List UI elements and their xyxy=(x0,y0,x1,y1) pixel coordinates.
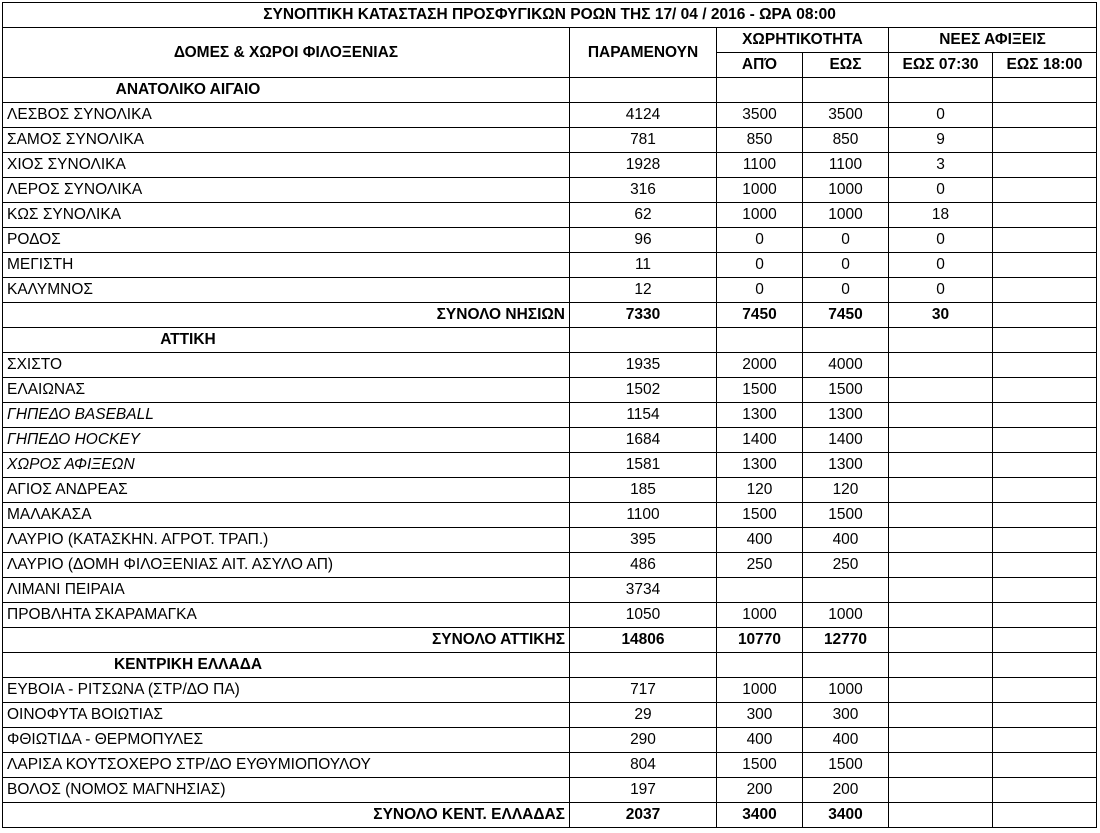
arrivals-0730-cell xyxy=(889,678,993,703)
capacity-to-cell: 1300 xyxy=(803,453,889,478)
facility-name: ΠΡΟΒΛΗΤΑ ΣΚΑΡΑΜΑΓΚΑ xyxy=(3,603,570,628)
header-arrivals-until-1800: ΕΩΣ 18:00 xyxy=(993,53,1097,78)
facility-name: ΛΑΥΡΙΟ (ΚΑΤΑΣΚΗΝ. ΑΓΡΟΤ. ΤΡΑΠ.) xyxy=(3,528,570,553)
arrivals-0730-cell xyxy=(889,728,993,753)
remaining-cell: 7330 xyxy=(570,303,717,328)
capacity-from-cell: 1100 xyxy=(717,153,803,178)
remaining-cell: 62 xyxy=(570,203,717,228)
arrivals-1800-cell xyxy=(993,303,1097,328)
arrivals-1800-cell xyxy=(993,753,1097,778)
remaining-cell: 717 xyxy=(570,678,717,703)
arrivals-1800-cell xyxy=(993,678,1097,703)
facility-name: ΦΘΙΩΤΙΔΑ - ΘΕΡΜΟΠΥΛΕΣ xyxy=(3,728,570,753)
table-row xyxy=(3,103,1097,128)
capacity-to-cell: 4000 xyxy=(803,353,889,378)
arrivals-1800-cell xyxy=(993,253,1097,278)
arrivals-0730-cell: 0 xyxy=(889,253,993,278)
table-row xyxy=(3,578,1097,603)
capacity-to-cell: 3500 xyxy=(803,103,889,128)
arrivals-0730-cell: 0 xyxy=(889,103,993,128)
table-row xyxy=(3,703,1097,728)
capacity-to-cell: 300 xyxy=(803,703,889,728)
arrivals-0730-cell xyxy=(889,753,993,778)
capacity-to-cell xyxy=(803,578,889,603)
arrivals-1800-cell xyxy=(993,578,1097,603)
title-row xyxy=(3,3,1097,28)
arrivals-0730-cell: 9 xyxy=(889,128,993,153)
arrivals-0730-cell xyxy=(889,478,993,503)
capacity-to-cell: 3400 xyxy=(803,803,889,828)
remaining-cell: 781 xyxy=(570,128,717,153)
remaining-cell: 486 xyxy=(570,553,717,578)
capacity-to-cell: 0 xyxy=(803,278,889,303)
arrivals-1800-cell xyxy=(993,278,1097,303)
total-label: ΣΥΝΟΛΟ ΑΤΤΙΚΗΣ xyxy=(3,628,570,653)
table-row xyxy=(3,228,1097,253)
capacity-to-cell: 1500 xyxy=(803,503,889,528)
empty-cell xyxy=(803,78,889,103)
capacity-to-cell: 0 xyxy=(803,228,889,253)
total-row xyxy=(3,628,1097,653)
capacity-to-cell: 400 xyxy=(803,528,889,553)
empty-cell xyxy=(717,78,803,103)
header-row-1 xyxy=(3,28,1097,53)
arrivals-0730-cell xyxy=(889,503,993,528)
header-capacity: ΧΩΡΗΤΙΚΟΤΗΤΑ xyxy=(717,28,889,53)
arrivals-1800-cell xyxy=(993,203,1097,228)
total-row xyxy=(3,803,1097,828)
header-capacity-to: ΕΩΣ xyxy=(803,53,889,78)
remaining-cell: 316 xyxy=(570,178,717,203)
table-row xyxy=(3,428,1097,453)
arrivals-1800-cell xyxy=(993,153,1097,178)
capacity-from-cell: 7450 xyxy=(717,303,803,328)
capacity-to-cell: 1400 xyxy=(803,428,889,453)
header-remaining: ΠΑΡΑΜΕΝΟΥΝ xyxy=(570,28,717,78)
table-row xyxy=(3,678,1097,703)
arrivals-0730-cell xyxy=(889,553,993,578)
remaining-cell: 1928 xyxy=(570,153,717,178)
facility-name: ΛΙΜΑΝΙ ΠΕΙΡΑΙΑ xyxy=(3,578,570,603)
remaining-cell: 4124 xyxy=(570,103,717,128)
arrivals-0730-cell: 0 xyxy=(889,228,993,253)
table-row xyxy=(3,753,1097,778)
arrivals-1800-cell xyxy=(993,603,1097,628)
capacity-from-cell: 0 xyxy=(717,253,803,278)
facility-name: ΜΕΓΙΣΤΗ xyxy=(3,253,570,278)
capacity-from-cell: 120 xyxy=(717,478,803,503)
section-label xyxy=(3,328,570,353)
arrivals-0730-cell xyxy=(889,453,993,478)
table-row xyxy=(3,128,1097,153)
capacity-from-cell: 1500 xyxy=(717,378,803,403)
facility-name: ΕΛΑΙΩΝΑΣ xyxy=(3,378,570,403)
table-row xyxy=(3,178,1097,203)
remaining-cell: 2037 xyxy=(570,803,717,828)
arrivals-1800-cell xyxy=(993,403,1097,428)
capacity-to-cell: 1000 xyxy=(803,203,889,228)
arrivals-1800-cell xyxy=(993,378,1097,403)
capacity-to-cell: 7450 xyxy=(803,303,889,328)
table-row xyxy=(3,353,1097,378)
header-new-arrivals: ΝΕΕΣ ΑΦΙΞΕΙΣ xyxy=(889,28,1097,53)
section-row xyxy=(3,653,1097,678)
facility-name: ΚΩΣ ΣΥΝΟΛΙΚΑ xyxy=(3,203,570,228)
remaining-cell: 804 xyxy=(570,753,717,778)
facility-name: ΚΑΛΥΜΝΟΣ xyxy=(3,278,570,303)
table-row xyxy=(3,503,1097,528)
capacity-from-cell: 400 xyxy=(717,728,803,753)
capacity-to-cell: 0 xyxy=(803,253,889,278)
arrivals-0730-cell xyxy=(889,403,993,428)
arrivals-0730-cell xyxy=(889,703,993,728)
arrivals-0730-cell: 30 xyxy=(889,303,993,328)
remaining-cell: 1100 xyxy=(570,503,717,528)
remaining-cell: 185 xyxy=(570,478,717,503)
header-capacity-from: ΑΠΌ xyxy=(717,53,803,78)
table-row xyxy=(3,253,1097,278)
capacity-to-cell: 1500 xyxy=(803,378,889,403)
facility-name: ΓΗΠΕΔΟ BASEBALL xyxy=(3,403,570,428)
remaining-cell: 3734 xyxy=(570,578,717,603)
facility-name: ΛΕΣΒΟΣ ΣΥΝΟΛΙΚΑ xyxy=(3,103,570,128)
capacity-to-cell: 1300 xyxy=(803,403,889,428)
capacity-from-cell: 1500 xyxy=(717,753,803,778)
table-row xyxy=(3,453,1097,478)
table-body xyxy=(3,78,1097,828)
capacity-from-cell: 1000 xyxy=(717,203,803,228)
capacity-from-cell: 850 xyxy=(717,128,803,153)
facility-name: ΧΩΡΟΣ ΑΦΙΞΕΩΝ xyxy=(3,453,570,478)
total-label: ΣΥΝΟΛΟ ΚΕΝΤ. ΕΛΛΑΔΑΣ xyxy=(3,803,570,828)
arrivals-1800-cell xyxy=(993,728,1097,753)
arrivals-1800-cell xyxy=(993,778,1097,803)
arrivals-0730-cell xyxy=(889,353,993,378)
remaining-cell: 12 xyxy=(570,278,717,303)
arrivals-1800-cell xyxy=(993,228,1097,253)
table-row xyxy=(3,728,1097,753)
empty-cell xyxy=(717,328,803,353)
empty-cell xyxy=(803,328,889,353)
header-facilities: ΔΟΜΕΣ & ΧΩΡΟΙ ΦΙΛΟΞΕΝΙΑΣ xyxy=(3,28,570,78)
capacity-to-cell: 200 xyxy=(803,778,889,803)
table-row xyxy=(3,778,1097,803)
empty-cell xyxy=(993,78,1097,103)
arrivals-1800-cell xyxy=(993,353,1097,378)
empty-cell xyxy=(570,653,717,678)
capacity-from-cell: 1300 xyxy=(717,453,803,478)
empty-cell xyxy=(889,328,993,353)
table-row xyxy=(3,553,1097,578)
arrivals-0730-cell: 3 xyxy=(889,153,993,178)
facility-name: ΟΙΝΟΦΥΤΑ ΒΟΙΩΤΙΑΣ xyxy=(3,703,570,728)
remaining-cell: 1154 xyxy=(570,403,717,428)
arrivals-1800-cell xyxy=(993,528,1097,553)
facility-name: ΧΙΟΣ ΣΥΝΟΛΙΚΑ xyxy=(3,153,570,178)
facility-name: ΓΗΠΕΔΟ HOCKEY xyxy=(3,428,570,453)
empty-cell xyxy=(993,653,1097,678)
capacity-from-cell: 1000 xyxy=(717,603,803,628)
facility-name: ΜΑΛΑΚΑΣΑ xyxy=(3,503,570,528)
capacity-to-cell: 1000 xyxy=(803,178,889,203)
capacity-from-cell xyxy=(717,578,803,603)
capacity-from-cell: 1400 xyxy=(717,428,803,453)
section-label xyxy=(3,78,570,103)
facility-name: ΑΓΙΟΣ ΑΝΔΡΕΑΣ xyxy=(3,478,570,503)
capacity-to-cell: 1100 xyxy=(803,153,889,178)
arrivals-0730-cell: 0 xyxy=(889,178,993,203)
remaining-cell: 96 xyxy=(570,228,717,253)
capacity-from-cell: 2000 xyxy=(717,353,803,378)
capacity-from-cell: 1500 xyxy=(717,503,803,528)
header-arrivals-until-0730: ΕΩΣ 07:30 xyxy=(889,53,993,78)
section-label xyxy=(3,653,570,678)
facility-name: ΡΟΔΟΣ xyxy=(3,228,570,253)
arrivals-1800-cell xyxy=(993,428,1097,453)
arrivals-1800-cell xyxy=(993,503,1097,528)
arrivals-0730-cell xyxy=(889,578,993,603)
facility-name: ΕΥΒΟΙΑ - ΡΙΤΣΩΝΑ (ΣΤΡ/ΔΟ ΠΑ) xyxy=(3,678,570,703)
arrivals-0730-cell xyxy=(889,778,993,803)
facility-name: ΒΟΛΟΣ (ΝΟΜΟΣ ΜΑΓΝΗΣΙΑΣ) xyxy=(3,778,570,803)
capacity-from-cell: 0 xyxy=(717,278,803,303)
arrivals-1800-cell xyxy=(993,803,1097,828)
section-row xyxy=(3,328,1097,353)
section-label-text: ΑΤΤΙΚΗ xyxy=(160,331,216,348)
remaining-cell: 11 xyxy=(570,253,717,278)
table-row xyxy=(3,403,1097,428)
capacity-from-cell: 10770 xyxy=(717,628,803,653)
empty-cell xyxy=(803,653,889,678)
arrivals-0730-cell xyxy=(889,803,993,828)
arrivals-0730-cell: 18 xyxy=(889,203,993,228)
arrivals-0730-cell xyxy=(889,528,993,553)
arrivals-1800-cell xyxy=(993,478,1097,503)
empty-cell xyxy=(889,78,993,103)
table-row xyxy=(3,478,1097,503)
facility-name: ΣΧΙΣΤΟ xyxy=(3,353,570,378)
capacity-to-cell: 12770 xyxy=(803,628,889,653)
table-row xyxy=(3,378,1097,403)
remaining-cell: 1050 xyxy=(570,603,717,628)
remaining-cell: 1684 xyxy=(570,428,717,453)
section-label-text: ΚΕΝΤΡΙΚΗ ΕΛΛΑΔΑ xyxy=(113,656,263,673)
arrivals-1800-cell xyxy=(993,703,1097,728)
empty-cell xyxy=(889,653,993,678)
facility-name: ΛΑΥΡΙΟ (ΔΟΜΗ ΦΙΛΟΞΕΝΙΑΣ ΑΙΤ. ΑΣΥΛΟ ΑΠ) xyxy=(3,553,570,578)
capacity-to-cell: 400 xyxy=(803,728,889,753)
empty-cell xyxy=(570,328,717,353)
arrivals-1800-cell xyxy=(993,453,1097,478)
arrivals-1800-cell xyxy=(993,178,1097,203)
remaining-cell: 1935 xyxy=(570,353,717,378)
capacity-from-cell: 3500 xyxy=(717,103,803,128)
total-label: ΣΥΝΟΛΟ ΝΗΣΙΩΝ xyxy=(3,303,570,328)
capacity-to-cell: 1000 xyxy=(803,603,889,628)
arrivals-1800-cell xyxy=(993,103,1097,128)
facility-name: ΛΑΡΙΣΑ ΚΟΥΤΣΟΧΕΡΟ ΣΤΡ/ΔΟ ΕΥΘΥΜΙΟΠΟΥΛΟΥ xyxy=(3,753,570,778)
capacity-to-cell: 120 xyxy=(803,478,889,503)
capacity-to-cell: 1000 xyxy=(803,678,889,703)
table-title: ΣΥΝΟΠΤΙΚΗ ΚΑΤΑΣΤΑΣΗ ΠΡΟΣΦΥΓΙΚΩΝ ΡΟΩΝ ΤΗΣ 17/ 04 / 2016 - ΩΡΑ 08:00 xyxy=(3,3,1097,28)
table-row xyxy=(3,528,1097,553)
remaining-cell: 290 xyxy=(570,728,717,753)
facility-name: ΛΕΡΟΣ ΣΥΝΟΛΙΚΑ xyxy=(3,178,570,203)
table-row xyxy=(3,153,1097,178)
empty-cell xyxy=(993,328,1097,353)
capacity-from-cell: 200 xyxy=(717,778,803,803)
remaining-cell: 29 xyxy=(570,703,717,728)
empty-cell xyxy=(570,78,717,103)
table-row xyxy=(3,603,1097,628)
total-row xyxy=(3,303,1097,328)
refugee-flows-table xyxy=(2,2,1097,828)
section-row xyxy=(3,78,1097,103)
table-row xyxy=(3,278,1097,303)
arrivals-0730-cell: 0 xyxy=(889,278,993,303)
capacity-from-cell: 1000 xyxy=(717,678,803,703)
capacity-from-cell: 1000 xyxy=(717,178,803,203)
arrivals-0730-cell xyxy=(889,428,993,453)
capacity-from-cell: 250 xyxy=(717,553,803,578)
remaining-cell: 395 xyxy=(570,528,717,553)
empty-cell xyxy=(717,653,803,678)
capacity-from-cell: 300 xyxy=(717,703,803,728)
arrivals-0730-cell xyxy=(889,603,993,628)
arrivals-1800-cell xyxy=(993,553,1097,578)
section-label-text: ΑΝΑΤΟΛΙΚΟ ΑΙΓΑΙΟ xyxy=(115,81,261,98)
arrivals-0730-cell xyxy=(889,378,993,403)
capacity-from-cell: 1300 xyxy=(717,403,803,428)
remaining-cell: 197 xyxy=(570,778,717,803)
remaining-cell: 1502 xyxy=(570,378,717,403)
remaining-cell: 1581 xyxy=(570,453,717,478)
arrivals-1800-cell xyxy=(993,128,1097,153)
table-row xyxy=(3,203,1097,228)
capacity-to-cell: 850 xyxy=(803,128,889,153)
capacity-from-cell: 400 xyxy=(717,528,803,553)
capacity-to-cell: 250 xyxy=(803,553,889,578)
capacity-to-cell: 1500 xyxy=(803,753,889,778)
capacity-from-cell: 3400 xyxy=(717,803,803,828)
remaining-cell: 14806 xyxy=(570,628,717,653)
facility-name: ΣΑΜΟΣ ΣΥΝΟΛΙΚΑ xyxy=(3,128,570,153)
capacity-from-cell: 0 xyxy=(717,228,803,253)
arrivals-1800-cell xyxy=(993,628,1097,653)
arrivals-0730-cell xyxy=(889,628,993,653)
